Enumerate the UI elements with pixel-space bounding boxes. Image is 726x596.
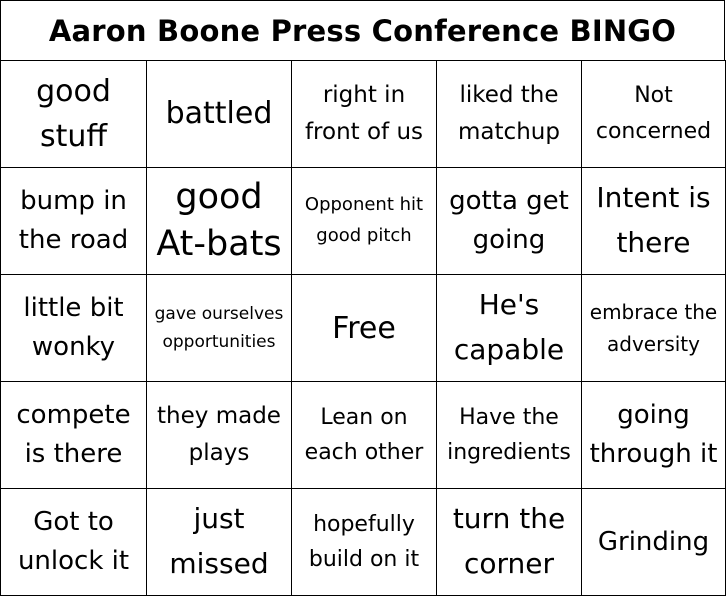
cell-text: Opponent hit good pitch: [304, 194, 424, 246]
cell-text: compete is there: [16, 400, 131, 469]
bingo-cell: [436, 60, 581, 168]
cell-text: Grinding: [597, 526, 710, 557]
cell-text: Free: [332, 310, 396, 346]
bingo-cell: [291, 275, 436, 382]
cell-text: Lean on each other: [304, 404, 424, 465]
cell-text: bump in the road: [18, 186, 129, 255]
cell-text: good stuff: [36, 73, 111, 154]
cell-text: they made plays: [157, 403, 281, 466]
bingo-cell: [0, 275, 146, 382]
cell-text: gotta get going: [449, 186, 569, 255]
bingo-cell: [146, 60, 291, 168]
bingo-grid: [0, 60, 726, 596]
cell-text: Intent is there: [596, 181, 711, 259]
cell-text: embrace the adversity: [589, 300, 718, 356]
bingo-cell: [436, 489, 581, 596]
bingo-cell: [581, 168, 726, 275]
bingo-cell: [291, 168, 436, 275]
cell-text: just missed: [169, 502, 269, 580]
cell-text: Got to unlock it: [17, 507, 130, 576]
cell-text: good At-bats: [156, 177, 282, 264]
bingo-cell: [291, 60, 436, 168]
cell-text: hopefully build on it: [308, 511, 420, 572]
cell-text: battled: [165, 96, 273, 131]
cell-text: He's capable: [453, 288, 565, 366]
cell-text: Not concerned: [595, 83, 712, 144]
cell-text: little bit wonky: [23, 293, 124, 362]
bingo-cell: [0, 60, 146, 168]
bingo-cell: [291, 382, 436, 489]
bingo-cell: [0, 168, 146, 275]
cell-text: liked the matchup: [458, 81, 560, 145]
bingo-cell: [581, 382, 726, 489]
bingo-cell: [146, 382, 291, 489]
bingo-cell: [436, 275, 581, 382]
bingo-cell: [581, 489, 726, 596]
cell-text: turn the corner: [452, 502, 566, 580]
bingo-cell: [436, 168, 581, 275]
bingo-cell: [581, 60, 726, 168]
cell-text: going through it: [589, 400, 718, 469]
bingo-cell: [581, 275, 726, 382]
bingo-cell: [146, 275, 291, 382]
board-title: Aaron Boone Press Conference BINGO: [0, 0, 725, 61]
bingo-cell: [291, 489, 436, 596]
cell-text: gave ourselves opportunities: [154, 303, 284, 352]
bingo-cell: [0, 489, 146, 596]
cell-text: right in front of us: [304, 81, 424, 145]
bingo-cell: [146, 489, 291, 596]
bingo-cell: [436, 382, 581, 489]
bingo-cell: [0, 382, 146, 489]
cell-text: Have the ingredients: [447, 404, 571, 465]
bingo-cell: [146, 168, 291, 275]
